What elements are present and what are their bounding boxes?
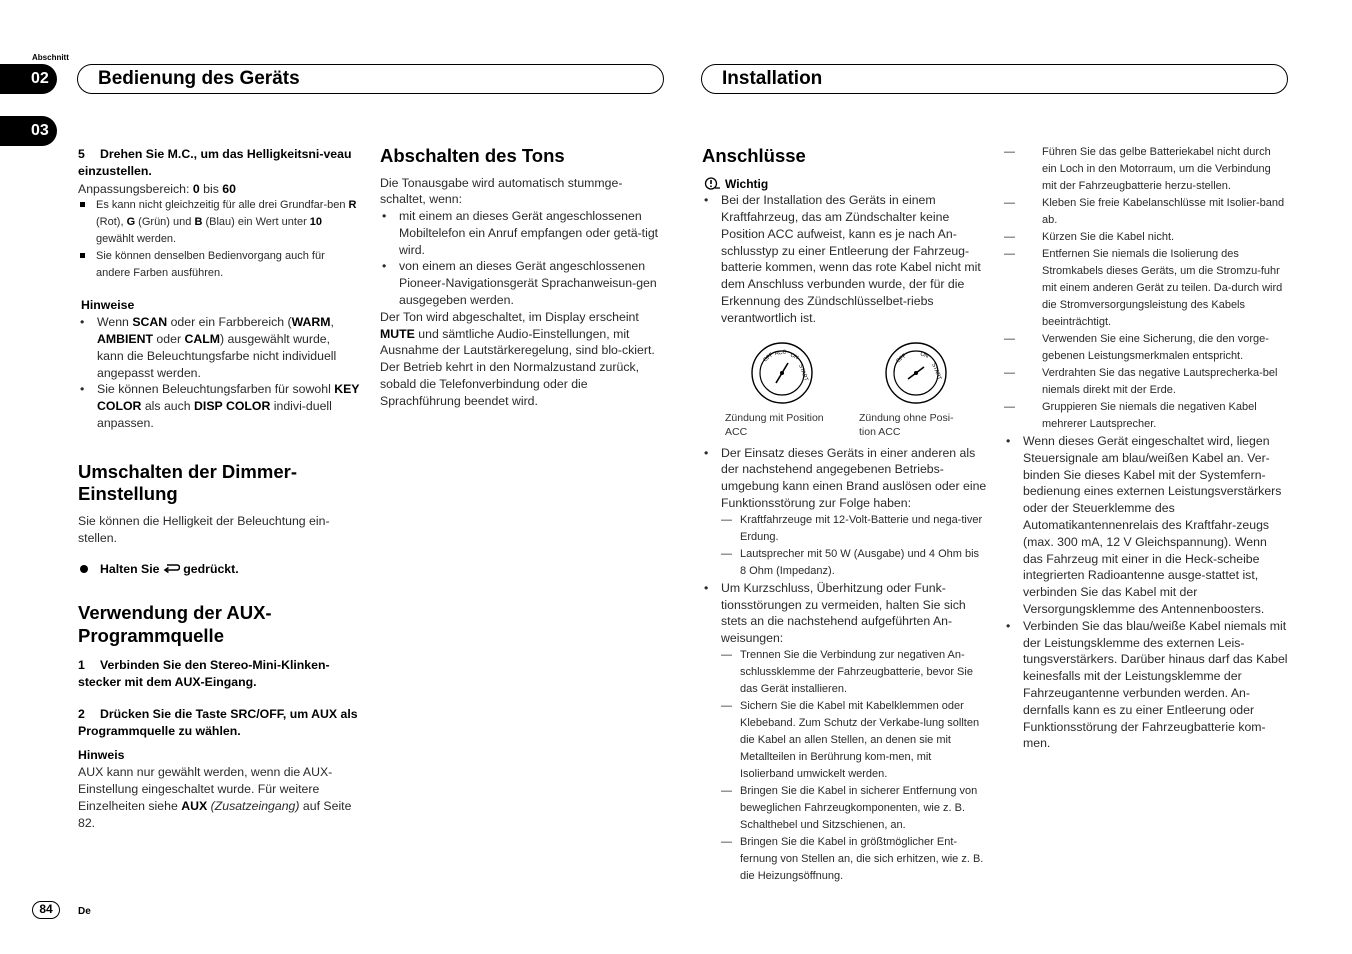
ignition-figure (702, 327, 987, 445)
dash-item: — Kleben Sie freie Kabelanschlüsse mit Isolier-band ab. (1004, 195, 1288, 229)
step-text: Verbinden Sie den Stereo-Mini-Klinken-stecker mit dem AUX-Eingang. (78, 658, 330, 689)
text: Halten Sie (100, 562, 163, 577)
aux-heading: Verwendung der AUX-Programmquelle (78, 602, 272, 646)
ignition-label: ACC (774, 349, 787, 357)
text-bold: R (348, 199, 357, 212)
connections-heading: Anschlüsse (702, 145, 806, 166)
text: (Grün) und (135, 216, 195, 229)
dash-item: — Trennen Sie die Verbindung zur negativen An-schlussklemme der Fahrzeugbatterie, bevor Sie das Gerät installieren. (721, 647, 987, 698)
right-section-title: Installation (701, 64, 1288, 94)
section-label: Abschnitt (32, 53, 69, 62)
text-italic: (Zusatzeingang) (210, 798, 300, 813)
text: als auch (141, 399, 195, 414)
note-square-2: Sie können denselben Bedienvorgang auch für andere Farben ausführen. (78, 248, 360, 282)
text: (Rot), (96, 216, 127, 229)
text: AUX kann nur gewählt werden, wenn die AUX-Einstellung eingeschaltet wurde. Für weitere Einzelheiten siehe (78, 765, 333, 813)
install-bullet-5: • Verbinden Sie das blau/weiße Kabel niemals mit der Leistungsklemme des externen Leis-tungsverstärkers. Darüber hinaus darf das Kabel keinesfalls mit der Leistungsklemme der Fahrzeugantenne verbunden werden. An-dernfalls kann es zu einer Entleerung oder Funktionsstörung der Fahrzeugbatterie kom-men. (1004, 618, 1288, 752)
text: Sie können Beleuchtungsfarben für sowohl (97, 382, 335, 397)
text: oder (153, 331, 185, 346)
text-bold: 10 (309, 216, 323, 229)
text: Wenn (97, 315, 133, 330)
column-1 (78, 146, 360, 831)
ignition-label: OFF (762, 351, 775, 364)
left-section-title: Bedienung des Geräts (77, 64, 664, 94)
ignition-label: OFF (895, 352, 908, 365)
ignition-acc-icon (750, 341, 814, 405)
mute-intro: Die Tonausgabe wird automatisch stummge-schaltet, wenn: (380, 175, 623, 207)
section-tab-02[interactable]: 02 (0, 64, 57, 94)
text: Es kann nicht gleichzeitig für alle drei Grundfar-ben (96, 199, 349, 212)
text-bold: SCAN (132, 315, 168, 330)
text: ) ausgewählt wurde, kann die Beleuchtungsfarbe nicht individuell angepasst werden. (97, 331, 337, 380)
dash-item: — Lautsprecher mit 50 W (Ausgabe) und 4 Ohm bis 8 Ohm (Impedanz). (721, 546, 987, 580)
text-bold: CALM (184, 331, 220, 346)
text-bold: KEY COLOR (97, 382, 360, 414)
step-5 (78, 146, 360, 180)
dash-item: — Bringen Sie die Kabel in größtmöglicher Ent-fernung von Stellen an, die sich erhitzen, wie z. B. die Heizungsöffnung. (721, 834, 987, 885)
text: gewählt werden. (96, 233, 177, 246)
text: auf Seite 82. (78, 798, 352, 830)
mute-bullet-2: • von einem an dieses Gerät angeschlossenen Pioneer-Navigationsgerät Sprachanweisun-gen ausgegeben werden. (380, 258, 663, 308)
hinweis-text (78, 764, 360, 831)
install-bullet-1: • Bei der Installation des Geräts in einem Kraftfahrzeug, das am Zündschalter keine Position ACC aufweist, kann es je nach An-schlusstyp zu einer Entleerung der Fahrzeug-batterie kommen, wenn das rote Kabel nicht mit dem Anschluss verbunden wurde, der für die Erkennung des Zündschlüsselbet-riebs verantwortlich ist. (702, 192, 987, 326)
text: gedrückt. (179, 562, 239, 577)
install-bullet-3: • Um Kurzschluss, Überhitzung oder Funk-tionsstörungen zu vermeiden, halten Sie sich stets an die nachstehend aufgeführten An-weisungen: (702, 580, 987, 647)
step-number: 2 (78, 706, 85, 721)
ignition-label: ON (919, 350, 930, 360)
dash-item: — Gruppieren Sie niemals die negativen Kabel mehrerer Lautsprecher. (1004, 399, 1288, 433)
language-code: De (78, 906, 91, 917)
dash-list-3 (1004, 144, 1288, 433)
text-bold: G (126, 216, 136, 229)
range-line (78, 181, 360, 198)
text-bold: MUTE (380, 326, 415, 341)
section-tab-03[interactable]: 03 (0, 116, 57, 146)
text-bold: B (194, 216, 203, 229)
text: indivi-duell anpassen. (97, 399, 332, 430)
dash-item: — Bringen Sie die Kabel in sicherer Entfernung von beweglichen Fahrzeugkomponenten, wie z. B. Schalthebel und Sitzschienen, an. (721, 783, 987, 834)
step-text: Drehen Sie M.C., um das Helligkeitsni-veau einzustellen. (78, 147, 352, 178)
step-text: Drücken Sie die Taste SRC/OFF, um AUX als Programmquelle zu wählen. (78, 706, 358, 738)
text: Wichtig (725, 176, 769, 191)
column-3 (702, 145, 987, 885)
important-label (702, 176, 987, 193)
aux-step-1 (78, 657, 360, 691)
page-number: 84 (32, 901, 60, 919)
text-bold: AMBIENT (97, 331, 154, 346)
ignition-no-acc-caption: Zündung ohne Posi-tion ACC (859, 411, 954, 438)
dash-item: — Sichern Sie die Kabel mit Kabelklemmen oder Klebeband. Zum Schutz der Verkabe-lung sollten die Kabel an allen Stellen, an denen sie mit Metallteilen in Berührung kom-men, mit Isolierband umwickelt werden. (721, 698, 987, 783)
install-bullet-2: • Der Einsatz dieses Geräts in einer anderen als der nachstehend angegebenen Betriebs-umgebung kann einen Brand auslösen oder eine Funktionsstörung zur Folge haben: (702, 445, 987, 512)
range-max: 60 (222, 181, 236, 196)
ignition-acc-caption: Zündung mit Position ACC (725, 411, 824, 438)
dash-item: — Entfernen Sie niemals die Isolierung des Stromkabels dieses Geräts, um die Stromzu-fuhr mit einem anderen Gerät zu teilen. Da-durch wird die Stromversorgungsleistung des Kabels beeinträchtigt. (1004, 246, 1288, 331)
dash-list-2 (702, 647, 987, 885)
hinweise-bullet-1 (78, 314, 360, 381)
ignition-no-acc-icon (884, 341, 948, 405)
dimmer-text: Sie können die Helligkeit der Beleuchtung ein-stellen. (78, 513, 330, 545)
dash-item: — Verwenden Sie eine Sicherung, die den vorge-gebenen Leistungsmerkmalen entspricht. (1004, 331, 1288, 365)
hinweise-bullet-2 (78, 381, 360, 431)
column-2 (380, 145, 663, 410)
ignition-label: START (797, 363, 809, 382)
hold-instruction (78, 561, 360, 578)
text-bold: WARM (291, 315, 331, 330)
dash-item: — Kraftfahrzeuge mit 12-Volt-Batterie und nega-tiver Erdung. (721, 512, 987, 546)
text: oder ein Farbbereich ( (167, 315, 292, 330)
note-square-1 (78, 197, 360, 248)
mute-heading: Abschalten des Tons (380, 145, 565, 166)
mute-paragraph (380, 309, 663, 410)
step-number: 5 (78, 147, 85, 161)
install-bullet-4: • Wenn dieses Gerät eingeschaltet wird, liegen Steuersignale am blau/weißen Kabel an. Ver-binden Sie dieses Kabel mit der Systemfern-bedienung eines externen Leistungsverstärkers oder der Steuerklemme des Automatikantennenrelais des Kraftfahr-zeugs (max. 300 mA, 12 V Gleichspannung). Wenn das Fahrzeug mit einer in die Heck-scheibe integrierten Radioantenne ausge-stattet ist, verbinden Sie das Kabel mit der Versorgungsklemme des Antennenboosters. (1004, 433, 1288, 618)
hinweise-title: Hinweise (81, 298, 135, 313)
text-bold: DISP COLOR (194, 399, 271, 414)
warning-icon (702, 177, 722, 190)
text: , (330, 315, 334, 330)
text-bold: AUX (181, 798, 208, 813)
range-min: 0 (192, 181, 200, 196)
dimmer-heading: Umschalten der Dimmer-Einstellung (78, 460, 297, 505)
dash-item: — Kürzen Sie die Kabel nicht. (1004, 229, 1288, 246)
dash-item: — Verdrahten Sie das negative Lautsprecherka-bel niemals direkt mit der Erde. (1004, 365, 1288, 399)
column-4 (1004, 144, 1288, 752)
dash-list-1 (702, 512, 987, 580)
hinweis-title: Hinweis (78, 748, 125, 763)
text: Der Ton wird abgeschaltet, im Display erscheint (380, 309, 639, 324)
range-label: Anpassungsbereich: (78, 181, 190, 196)
range-mid: bis (203, 181, 219, 196)
text: (Blau) ein Wert unter (202, 216, 310, 229)
back-arrow-icon (163, 563, 180, 574)
dash-item: — Führen Sie das gelbe Batteriekabel nicht durch ein Loch in den Motorraum, um die Verbindung mit der Fahrzeugbatterie herzu-stellen. (1004, 144, 1288, 195)
step-number: 1 (78, 658, 85, 673)
text: und sämtliche Audio-Einstellungen, mit Ausnahme der Lautstärkeregelung, sind blo-ckiert. Der Betrieb kehrt in den Normalzustand zurück, sobald die Telefonverbindung oder die Sprachführung beendet wird. (380, 326, 655, 408)
ignition-label: ON (789, 352, 800, 361)
aux-step-2 (78, 706, 360, 740)
ignition-label: START (930, 362, 943, 381)
mute-bullet-1: • mit einem an dieses Gerät angeschlossenen Mobiltelefon ein Anruf empfangen oder getä-tigt wird. (380, 208, 663, 258)
